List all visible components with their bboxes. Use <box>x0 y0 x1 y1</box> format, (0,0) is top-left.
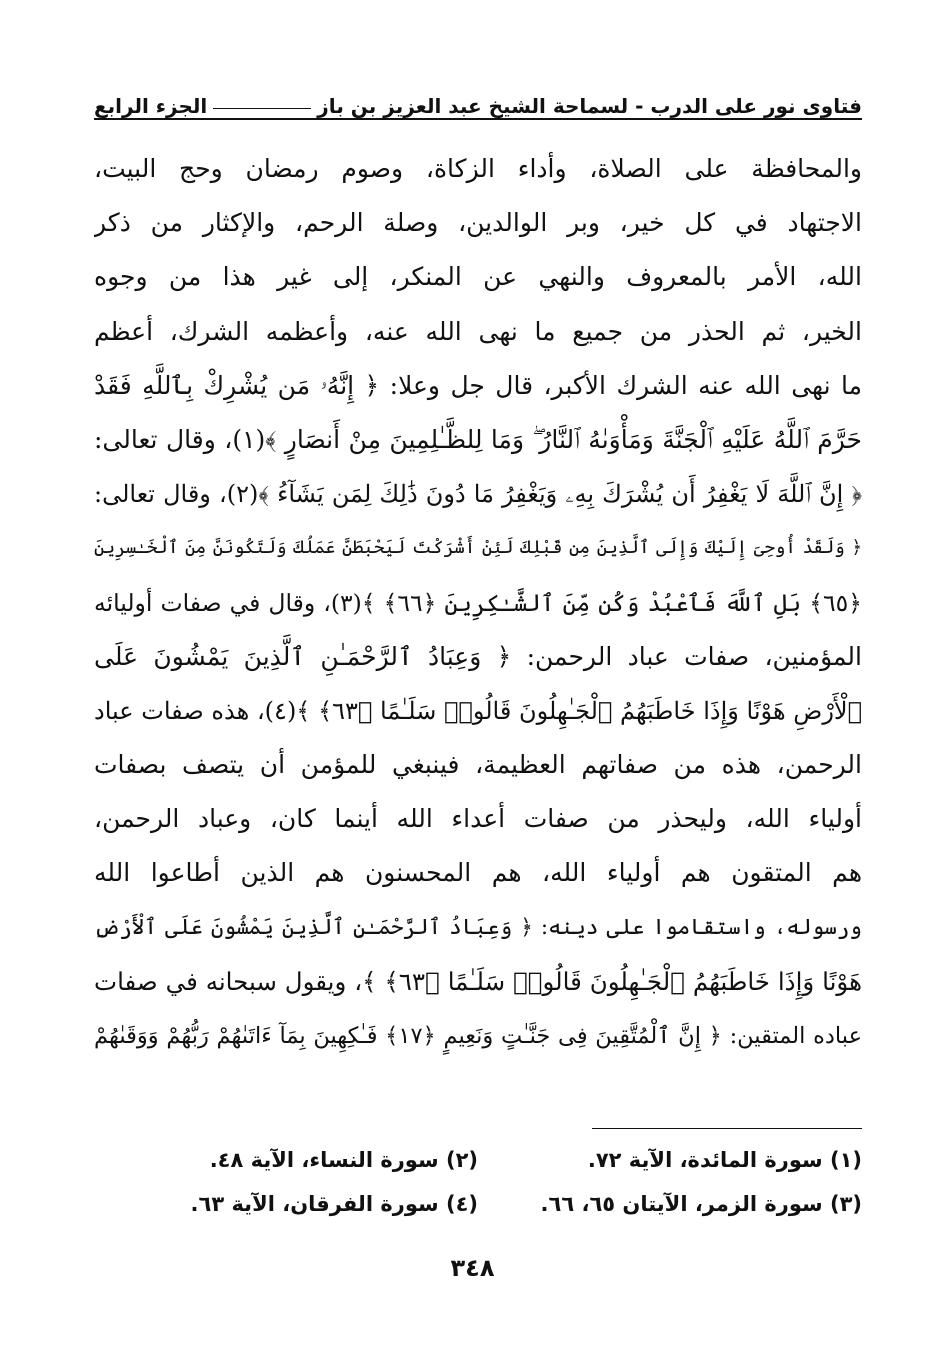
page-number: ٣٤٨ <box>450 1254 495 1282</box>
footnote-number: (٣) <box>829 1192 862 1216</box>
book-title: فتاوى نور على الدرب - لسماحة الشيخ عبد العزيز بن باز <box>317 94 862 118</box>
text-line: عباده المتقين: ﴿ إِنَّ ٱلْمُتَّقِينَ فِى جَنَّـٰتٍ وَنَعِيمٍ ﴿١٧﴾ فَـٰكِهِينَ بِمَآ ءَاتَىٰهُمْ رَبُّهُمْ وَوَقَىٰهُمْ <box>94 1023 862 1049</box>
text-line: أولياء الله، وليحذر من صفات أعداء الله أينما كان، وعباد الرحمن، <box>94 804 862 834</box>
running-header <box>94 84 862 120</box>
text-line: الله، الأمر بالمعروف والنهي عن المنكر، إلى غير هذا من وجوه <box>94 262 862 292</box>
volume-label: الجزء الرابع <box>94 94 208 118</box>
text-line: الرحمن، هذه من صفاتهم العظيمة، فينبغي للمؤمن أن يتصف بصفات <box>94 750 862 780</box>
footnotes <box>94 1138 862 1226</box>
header-rule <box>213 108 311 109</box>
footnote-row <box>94 1138 862 1182</box>
text-line: ﴿ إِنَّ ٱللَّهَ لَا يَغْفِرُ أَن يُشْرَكَ بِهِۦ وَيَغْفِرُ مَا دُونَ ذَٰلِكَ لِمَن يَشَآءُ ﴾(٢)، وقال تعالى: <box>94 480 862 509</box>
footnote-separator <box>592 1128 862 1129</box>
text-line: الاجتهاد في كل خير، وبر الوالدين، وصلة الرحم، والإكثار من ذكر <box>94 208 862 238</box>
footnote-4 <box>94 1182 478 1226</box>
footnote-1 <box>478 1138 862 1182</box>
text-line: هَوْنًا وَإِذَا خَاطَبَهُمُ ٱلْجَـٰهِلُونَ قَالُوا۟ سَلَـٰمًا ﴿٦٣﴾ ﴾، ويقول سبحانه في صفات <box>94 966 862 996</box>
footnote-number: (٤) <box>445 1192 478 1216</box>
footnote-3 <box>478 1182 862 1226</box>
text-line: الخير، ثم الحذر من جميع ما نهى الله عنه، وأعظمه الشرك، أعظم <box>94 316 862 346</box>
text-line: ورسوله، واستقاموا على دينه: ﴿ وَعِبَادُ ٱلرَّحْمَـٰنِ ٱلَّذِينَ يَمْشُونَ عَلَى ٱلْأَرْضِ <box>94 914 862 940</box>
footnote-text: سورة النساء، الآية ٤٨. <box>209 1148 439 1172</box>
footnote-number: (١) <box>829 1148 862 1172</box>
text-line: ٱلْأَرْضِ هَوْنًا وَإِذَا خَاطَبَهُمُ ٱلْجَـٰهِلُونَ قَالُوا۟ سَلَـٰمًا ﴿٦٣﴾ ﴾(٤)، هذه صفات عباد <box>94 696 862 725</box>
text-line: ﴿٦٥﴾ بَلِ ٱللَّهَ فَٱعْبُدْ وَكُن مِّنَ ٱلشَّـٰكِرِينَ ﴿٦٦﴾ ﴾(٣)، وقال في صفات أوليائه <box>94 588 862 617</box>
main-text <box>94 142 862 1063</box>
text-line: المؤمنين، صفات عباد الرحمن: ﴿ وَعِبَادُ ٱلرَّحْمَـٰنِ ٱلَّذِينَ يَمْشُونَ عَلَى <box>94 641 862 671</box>
footnote-text: سورة الفرقان، الآية ٦٣. <box>190 1192 439 1216</box>
text-line: هم المتقون هم أولياء الله، هم المحسنون هم الذين أطاعوا الله <box>94 858 862 888</box>
text-line: ﴿ وَلَقَدْ أُوحِىَ إِلَيْكَ وَإِلَى ٱلَّذِينَ مِن قَبْلِكَ لَئِنْ أَشْرَكْتَ لَيَحْبَطَنَّ عَمَلُكَ وَلَتَكُونَنَّ مِنَ ٱلْخَـٰسِرِينَ <box>94 537 862 559</box>
footnote-2 <box>94 1138 478 1182</box>
footnote-text: سورة الزمر، الآيتان ٦٥، ٦٦. <box>540 1192 823 1216</box>
footnote-text: سورة المائدة، الآية ٧٢. <box>587 1148 823 1172</box>
text-line: ما نهى الله عنه الشرك الأكبر، قال جل وعلا: ﴿ إِنَّهُۥ مَن يُشْرِكْ بِٱللَّهِ فَقَدْ <box>94 370 862 400</box>
text-line: والمحافظة على الصلاة، وأداء الزكاة، وصوم رمضان وحج البيت، <box>94 154 862 183</box>
footnote-number: (٢) <box>445 1148 478 1172</box>
footnote-row <box>94 1182 862 1226</box>
text-line: حَرَّمَ ٱللَّهُ عَلَيْهِ ٱلْجَنَّةَ وَمَأْوَىٰهُ ٱلنَّارُ ۖ وَمَا لِلظَّـٰلِمِينَ مِنْ أَنصَارٍ ﴾(١)، وقال تعالى: <box>94 424 862 454</box>
